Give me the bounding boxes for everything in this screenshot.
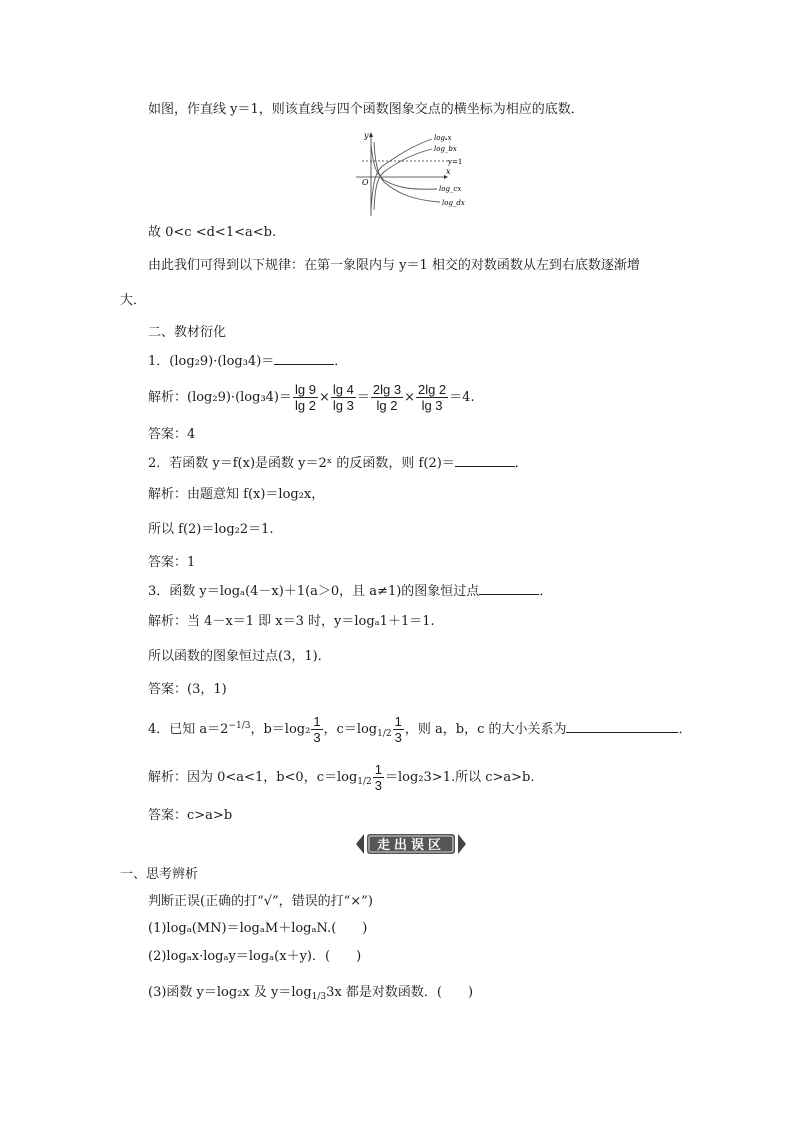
q1-text: 1．(log₂9)·(log₃4)＝ (148, 354, 275, 369)
curve-label-c: log_cx (439, 185, 462, 193)
q3-question: 3．函数 y＝logₐ(4－x)＋1(a＞0，且 a≠1)的图象恒过点 ． (148, 584, 553, 599)
q4-c-base: 1/2 (377, 729, 392, 739)
judge-item-2: (2)logₐx·logₐy＝logₐ(x＋y)．( ) (148, 949, 362, 964)
banner-text: 走出误区 (376, 838, 446, 853)
log-graph-figure (352, 130, 477, 216)
q1-answer: 答案：4 (148, 427, 196, 442)
curve-label-a: logₐx (434, 134, 452, 142)
q4-c-fraction: $\frac{1}{3}$ (394, 714, 402, 745)
q4-answer: 答案：c>a>b (148, 808, 233, 823)
judge-instruction: 判断正误(正确的打“√”，错误的打“×”) (148, 894, 373, 909)
q4-exponent: −1/3 (228, 721, 251, 731)
rule-line-2: 大． (120, 293, 147, 308)
q1-result: ＝4. (449, 390, 475, 405)
q3-answer: 答案：(3，1) (148, 682, 227, 697)
curve-label-b: log_bx (434, 145, 457, 153)
judge-item-1: (1)logₐ(MN)＝logₐM＋logₐN.( ) (148, 921, 368, 936)
q1-fraction-4: $\frac{2\lg 2}{\lg 3}$ (417, 382, 447, 413)
section-title-textbook: 二、教材衍化 (148, 325, 227, 340)
q1-fraction-3: $\frac{2\lg 3}{\lg 2}$ (372, 382, 402, 413)
q3-analysis-2: 所以函数的图象恒过点(3，1)． (148, 649, 331, 664)
q1-question: 1．(log₂9)·(log₃4)＝ ． (148, 354, 348, 369)
y-equals-1-label: y=1 (448, 158, 463, 166)
banner-right-arrow (458, 834, 466, 854)
q3-analysis-1: 解析：当 4－x＝1 即 x＝3 时，y＝logₐ1＋1＝1. (148, 614, 435, 629)
q2-analysis-2: 所以 f(2)＝log₂2＝1. (148, 522, 274, 537)
q2-blank (455, 454, 515, 467)
y-axis-label: y (364, 131, 369, 140)
judge-item-3-base: 1/3 (311, 992, 327, 1002)
curve-label-d: log_dx (442, 199, 465, 207)
origin-label: O (362, 178, 369, 187)
q2-text: 2．若函数 y＝f(x)是函数 y＝2ˣ 的反函数，则 f(2)＝ (148, 456, 455, 471)
judge-item-3: (3)函数 y＝log₂x 及 $y=\log_{1/3}3x$ 都是对数函数．( ) (148, 985, 474, 1002)
q4-analysis: 解析：因为 0<a<1，b<0，$c=\log_{1/2}$ $\frac{1}{3}$ ＝log₂3>1.所以 c>a>b. (148, 762, 535, 793)
q4-blank (566, 720, 678, 733)
q1-fraction-1: $\frac{\lg 9}{\lg 2}$ (295, 382, 316, 413)
q1-blank (274, 352, 334, 365)
q1-analysis: 解析：(log₂9)·(log₃4)＝ $\frac{\lg 9}{\lg 2}$ × $\frac{\lg 4}{\lg 3}$ ＝ $\frac{2\lg 3}{\lg 2}$ × $\frac{2\lg 2}{\lg 3}$ ＝4. (148, 382, 475, 413)
banner-left-arrow (356, 834, 364, 854)
curve-log-a (371, 139, 432, 210)
q4-analysis-fraction: $\frac{1}{3}$ (374, 762, 383, 793)
q2-answer: 答案：1 (148, 555, 196, 570)
intro-line: 如图，作直线 y＝1，则该直线与四个函数图象交点的横坐标为相应的底数． (148, 102, 584, 117)
section-banner (356, 832, 466, 856)
q2-question: 2．若函数 y＝f(x)是函数 y＝2ˣ 的反函数，则 f(2)＝ ． (148, 456, 528, 471)
q1-fraction-2: $\frac{\lg 4}{\lg 3}$ (332, 382, 354, 413)
rule-line-1: 由此我们可得到以下规律：在第一象限内与 y＝1 相交的对数函数从左到右底数逐渐增 (148, 258, 640, 273)
q3-text: 3．函数 y＝logₐ(4－x)＋1(a＞0，且 a≠1)的图象恒过点 (148, 584, 480, 599)
conclusion-line: 故 0<c <d<1<a<b. (148, 225, 277, 240)
q4-question: 4．已知 $a=2^{-1/3}$，b＝log₂ $\frac{1}{3}$ ，$c=\log_{1/2}$ $\frac{1}{3}$ ，则 a，b，c 的大小关系为 ． (148, 714, 692, 745)
q2-analysis-1: 解析：由题意知 f(x)＝log₂x， (148, 487, 325, 502)
x-axis-label: x (446, 167, 451, 176)
q4-fraction: $\frac{1}{3}$ (313, 714, 321, 745)
section-title-reflection: 一、思考辨析 (120, 867, 199, 882)
q1-analysis-prefix: 解析：(log₂9)·(log₃4)＝ (148, 390, 292, 405)
y-axis-arrow (369, 132, 373, 137)
q3-blank (479, 582, 539, 595)
